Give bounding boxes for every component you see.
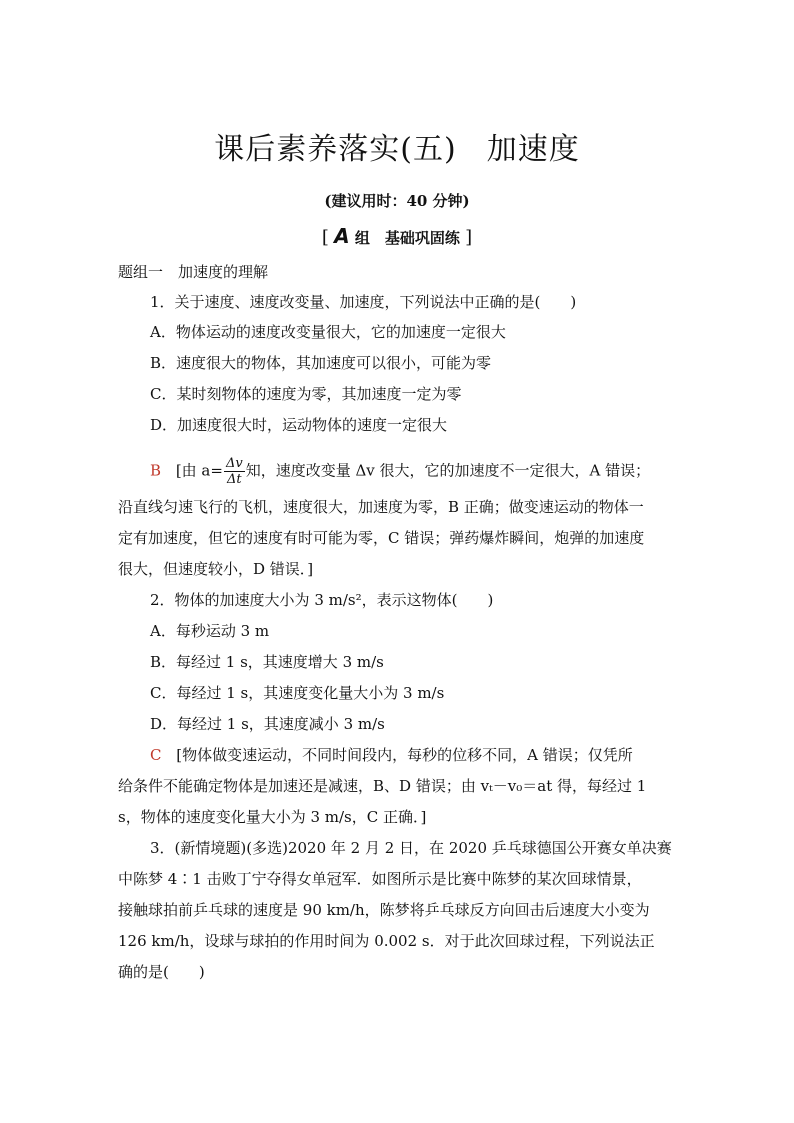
q2-exp-first: [物体做变速运动，不同时间段内，每秒的位移不同，A 错误；仅凭所 [176, 746, 633, 764]
title-main: 课后素养落实(五) [214, 132, 457, 167]
q1-fraction [224, 456, 245, 487]
topic-heading: 题组一 加速度的理解 [118, 263, 269, 281]
q3-line-5: 确的是( ) [118, 963, 205, 981]
q1-exp-post: 知，速度改变量 Δv 很大，它的加速度不一定很大，A 错误； [245, 461, 651, 480]
q3-line-4: 126 km/h，设球与球拍的作用时间为 0.002 s．对于此次回球过程，下列说法正 [118, 932, 655, 950]
page-title [0, 124, 794, 168]
q1-option-d: D．加速度很大时，运动物体的速度一定很大 [150, 416, 448, 434]
q1-option-b: B．速度很大的物体，其加速度可以很小，可能为零 [150, 354, 492, 372]
q1-exp-line-1: 沿直线匀速飞行的飞机，速度很大，加速度为零，B 正确；做变速运动的物体一 [118, 498, 644, 516]
q1-stem: 1．关于速度、速度改变量、加速度，下列说法中正确的是( ) [150, 293, 577, 311]
q1-answer: B [150, 461, 162, 480]
q1-option-c: C．某时刻物体的速度为零，其加速度一定为零 [150, 385, 462, 403]
q2-explanation-first [0, 745, 794, 765]
q2-exp-line-2: s，物体的速度变化量大小为 3 m/s，C 正确．] [118, 808, 427, 826]
q1-frac-den: Δt [227, 472, 242, 487]
q3-line-1: 3．(新情境题)(多选)2020 年 2 月 2 日，在 2020 乒乓球德国公开赛女单决赛 [150, 839, 672, 857]
group-label: 组 基础巩固练 [354, 229, 460, 247]
q2-option-b: B．每经过 1 s，其速度增大 3 m/s [150, 653, 384, 671]
q1-exp-line-3: 很大，但速度较小，D 错误．] [118, 560, 314, 578]
q1-frac-num: Δv [225, 456, 243, 471]
q1-option-a: A．物体运动的速度改变量很大，它的加速度一定很大 [150, 323, 506, 341]
q2-exp-line-1: 给条件不能确定物体是加速还是减速，B、D 错误；由 vₜ－v₀＝at 得，每经过 1 [118, 777, 647, 795]
group-bracket-close: ] [465, 227, 473, 248]
q2-option-c: C．每经过 1 s，其速度变化量大小为 3 m/s [150, 684, 445, 702]
q1-explanation-first [0, 456, 794, 487]
suggested-time: (建议用时：40 分钟) [324, 192, 470, 210]
q2-answer: C [150, 746, 162, 764]
q3-line-2: 中陈梦 4∶1 击败丁宁夺得女单冠军．如图所示是比赛中陈梦的某次回球情景， [118, 870, 642, 888]
q3-line-3: 接触球拍前乒乓球的速度是 90 km/h，陈梦将乒乓球反方向回击后速度大小变为 [118, 901, 650, 919]
q2-option-a: A．每秒运动 3 m [150, 622, 270, 640]
group-bracket-open: [ [321, 227, 329, 248]
q1-exp-line-2: 定有加速度，但它的速度有时可能为零，C 错误；弹药爆炸瞬间，炮弹的加速度 [118, 529, 645, 547]
group-letter: A [334, 224, 350, 248]
title-topic: 加速度 [486, 132, 580, 167]
q2-stem: 2．物体的加速度大小为 3 m/s²，表示这物体( ) [150, 591, 494, 609]
q2-option-d: D．每经过 1 s，其速度减小 3 m/s [150, 715, 385, 733]
q1-exp-pre: [由 a= [175, 461, 223, 480]
group-header [0, 224, 794, 248]
